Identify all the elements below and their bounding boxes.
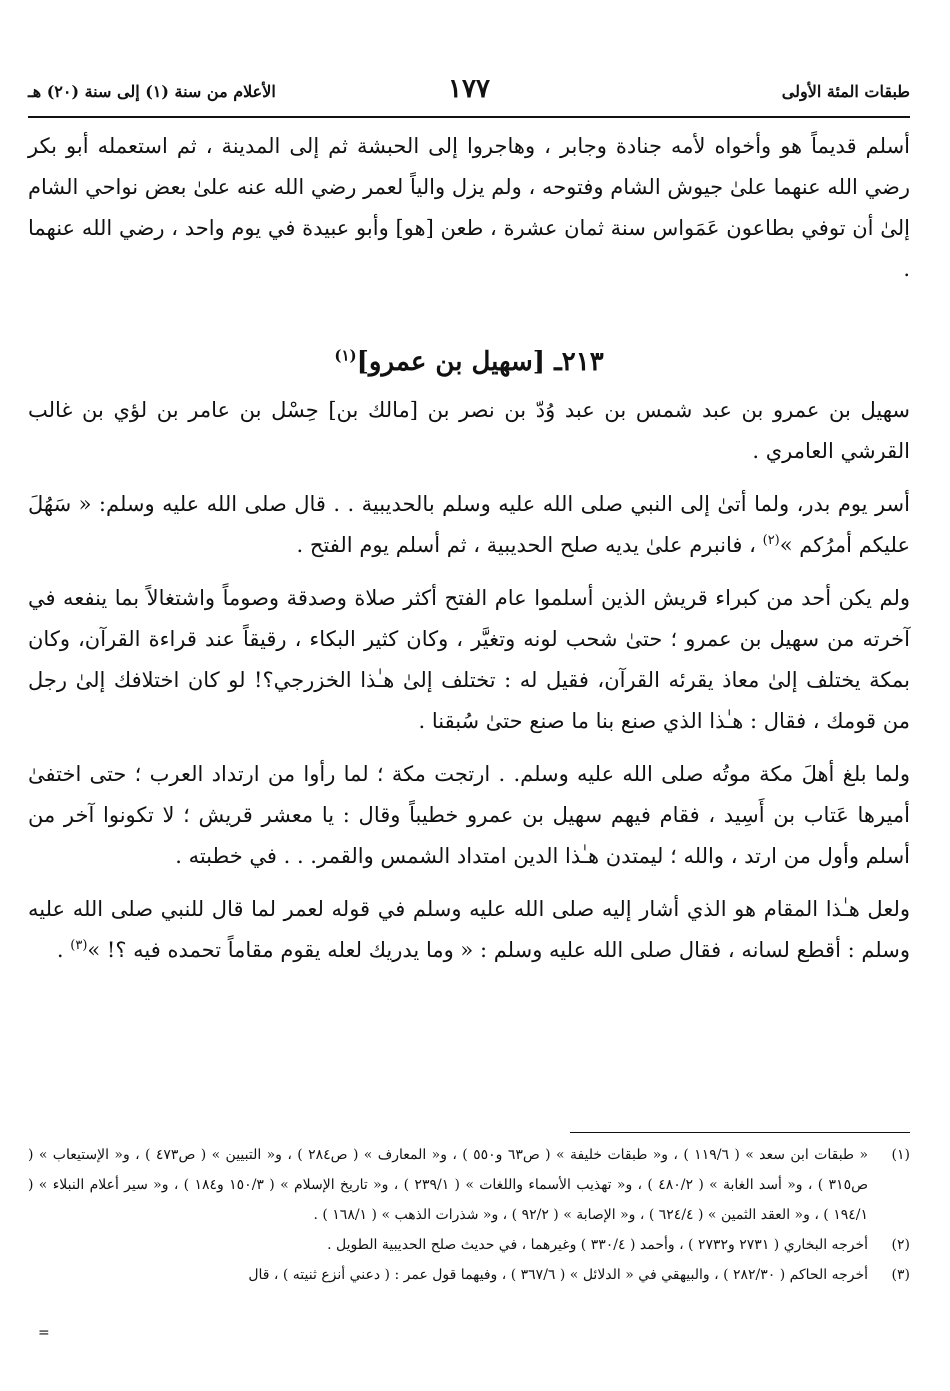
continuation-mark: =	[38, 1325, 50, 1341]
paragraph-hudaybiyya-a: أسر يوم بدر، ولما أتىٰ إلى النبي صلى الله عليه وسلم بالحديبية . . قال صلى الله عليه وسلم: « سَهُلَ عليكم أمرُكم »	[28, 492, 910, 557]
continuation-paragraph: أسلم قديماً هو وأخواه لأمه جنادة وجابر ، وهاجروا إلى الحبشة ثم إلى المدينة ، ثم استعمله أبو بكر رضي الله عنهما علىٰ جيوش الشام وفتوحه ، ولم يزل والياً لعمر رضي الله عنه علىٰ بعض نواحي الشام إلىٰ أن توفي بطاعون عَمَواس سنة ثمان عشرة ، طعن [هو] وأبو عبيدة في يوم واحد ، رضي الله عنهما .	[28, 134, 910, 281]
footnote-rule	[570, 1132, 910, 1133]
footnote-text: « طبقات ابن سعد » ( ١١٩/٦ ) ، و« طبقات خليفة » ( ص٦٣ و٥٥٠ ) ، و« المعارف » ( ص٢٨٤ ) ، و« التبيين » ( ص٤٧٣ ) ، و« الإستيعاب » ( ص٣١٥ ) ، و« أسد الغابة » ( ٤٨٠/٢ ) ، و« تهذيب الأسماء واللغات » ( ٢٣٩/١ ) ، و« تاريخ الإسلام » ( ١٥٠/٣ و١٨٤ ) ، و« سير أعلام النبلاء » ( ١٩٤/١ ) ، و« العقد الثمين » ( ٦٢٤/٤ ) ، و« الإصابة » ( ٩٢/٢ ) ، و« شذرات الذهب » ( ١٦٨/١ ) .	[28, 1147, 869, 1223]
footnotes	[28, 1140, 910, 1290]
section-range: الأعلام من سنة (١) إلى سنة (٢٠) هـ	[28, 82, 276, 101]
paragraph-maqam	[28, 889, 910, 971]
paragraph-hudaybiyya	[28, 484, 910, 566]
footnote-2	[28, 1230, 910, 1260]
document-page	[28, 60, 910, 1370]
footnote-text: أخرجه البخاري ( ٢٧٣١ و٢٧٣٢ ) ، وأحمد ( ٣٣٠/٤ ) وغيرهما ، في حديث صلح الحديبية الطويل .	[327, 1237, 868, 1253]
paragraph-sermon: ولما بلغ أهلَ مكة موتُه صلى الله عليه وسلم. . ارتجت مكة ؛ لما رأوا من ارتداد العرب ؛ حتى اختفىٰ أميرها عَتاب بن أَسِيد ، فقام فيهم سهيل بن عمرو خطيباً وقال : يا معشر قريش ؛ لا تكونوا آخر من أسلم وأول من ارتد ، والله ؛ ليمتدن هـٰذا الدين امتداد الشمس والقمر. . . في خطبته .	[28, 762, 910, 868]
footnote-3	[28, 1260, 910, 1290]
paragraph-maqam-a: ولعل هـٰذا المقام هو الذي أشار إليه صلى الله عليه وسلم في قوله لعمر لما قال للنبي صلى الله عليه وسلم : أقطع لسانه ، فقال صلى الله عليه وسلم : « وما يدريك لعله يقوم مقاماً تحمده فيه ؟! »	[28, 897, 910, 962]
footnote-text: أخرجه الحاكم ( ٢٨٢/٣٠ ) ، والبيهقي في « الدلائل » ( ٣٦٧/٦ ) ، وفيهما قول عمر : ( دعني أنزع ثنيته ) ، قال	[248, 1267, 868, 1283]
footnote-number: (١)	[891, 1147, 910, 1163]
paragraph-hudaybiyya-b: ، فانبرم علىٰ يديه صلح الحديبية ، ثم أسلم يوم الفتح .	[296, 533, 763, 557]
running-header	[28, 60, 910, 104]
paragraph-maqam-b: .	[56, 938, 71, 962]
footnote-ref-2: (٢)	[762, 533, 780, 548]
page-number: ١٧٧	[448, 74, 490, 104]
footnote-number: (٢)	[891, 1237, 910, 1253]
entry-title	[28, 342, 910, 382]
main-text	[28, 126, 910, 983]
entry-title-text: ٢١٣ـ [سهيل بن عمرو]	[356, 347, 604, 377]
footnote-ref-3: (٣)	[70, 938, 88, 953]
book-title: طبقات المئة الأولى	[781, 82, 910, 101]
paragraph-lineage: سهيل بن عمرو بن عبد شمس بن عبد وُدّ بن نصر بن [مالك بن] حِسْل بن عامر بن لؤي بن غالب القرشي العامري .	[28, 398, 910, 463]
footnote-number: (٣)	[891, 1267, 910, 1283]
footnote-1	[28, 1140, 910, 1230]
footnote-ref-1: (١)	[334, 346, 357, 365]
header-rule	[28, 116, 910, 118]
paragraph-piety: ولم يكن أحد من كبراء قريش الذين أسلموا عام الفتح أكثر صلاة وصدقة وصوماً واشتغالاً بما ينفعه في آخرته من سهيل بن عمرو ؛ حتىٰ شحب لونه وتغيَّر ، وكان كثير البكاء ، رقيقاً عند قراءة القرآن، وكان بمكة يختلف إلىٰ معاذ يقرئه القرآن، فقيل له : تختلف إلىٰ هـٰذا الخزرجي؟! لو كان اختلافك إلىٰ رجل من قومك ، فقال : هـٰذا الذي صنع بنا ما صنع حتىٰ سُبقنا .	[28, 586, 910, 733]
